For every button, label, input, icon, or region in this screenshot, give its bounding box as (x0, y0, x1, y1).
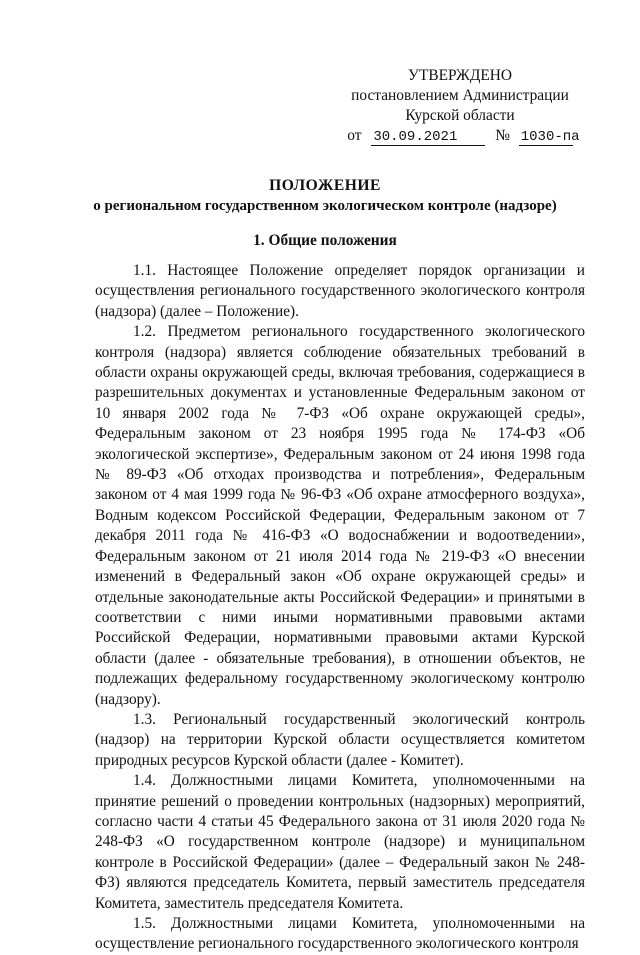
paragraph-1-4: 1.4. Должностными лицами Комитета, уполномоченными на принятие решений о проведении контрольных (надзорных) мероприятий, согласно части 4 статьи 45 Федерального закона от 31 июля 2020 года № 248-ФЗ «О государственном контроле (надзоре) и муниципальном контроле в Российской Федерации» (далее – Федеральный закон № 248-ФЗ) являются председатель Комитета, первый заместитель председателя Комитета, заместитель председателя Комитета. (95, 772, 585, 912)
approval-date-number-line (345, 126, 580, 146)
document-title (60, 176, 590, 216)
approval-date: 30.09.2021 (371, 129, 485, 146)
section-heading: 1. Общие положения (253, 232, 397, 249)
title-subheading: о региональном государственном экологическом контроле (надзоре) (93, 198, 557, 214)
approval-stamp (345, 66, 580, 146)
paragraph-1-2: 1.2. Предметом регионального государственного экологического контроля (надзора) является соблюдение обязательных требований в области охраны окружающей среды, включая требования, содержащиеся в разрешительных документах и установленные Федеральным законом от 10 января 2002 года № 7-ФЗ «Об охране окружающей среды», Федеральным законом от 23 ноября 1995 года № 174-ФЗ «Об экологической экспертизе», Федеральным законом от 24 июня 1998 года № 89-ФЗ «Об отходах производства и потребления», Федеральным законом от 4 мая 1999 года № 96-ФЗ «Об охране атмосферного воздуха», Водным кодексом Российской Федерации, Федеральным законом от 7 декабря 2011 года № 416-ФЗ «О водоснабжении и водоотведении», Федеральным законом от 21 июля 2014 года № 219-ФЗ «О внесении изменений в Федеральный закон «Об охране окружающей среды» и отдельные законодательные акты Российской Федерации» и принятыми в соответствии с ними иными нормативными правовыми актами Российской Федерации, нормативными правовыми актами Курской области (далее - обязательные требования), в отношении объектов, не подлежащих федеральному государственному экологическому контролю (надзору). (95, 323, 585, 708)
approval-region: Курской области (405, 107, 515, 124)
paragraph-1-3: 1.3. Региональный государственный экологический контроль (надзор) на территории Курской области осуществляется комитетом природных ресурсов Курской области (далее - Комитет). (95, 710, 585, 769)
paragraph-1-5: 1.5. Должностными лицами Комитета, уполномоченными на осуществление регионального государственного экологического контроля (95, 915, 585, 953)
approval-title: УТВЕРЖДЕНО (408, 67, 512, 84)
approval-number: 1030-па (520, 129, 580, 145)
approval-issuer: постановлением Администрации (351, 87, 569, 104)
title-heading: ПОЛОЖЕНИЕ (269, 177, 381, 194)
document-body (95, 261, 585, 955)
paragraph-1-1: 1.1. Настоящее Положение определяет порядок организации и осуществления регионального государственного экологического контроля (надзора) (далее – Положение). (95, 262, 585, 320)
from-label: от (347, 127, 362, 144)
number-label: № (495, 127, 510, 144)
